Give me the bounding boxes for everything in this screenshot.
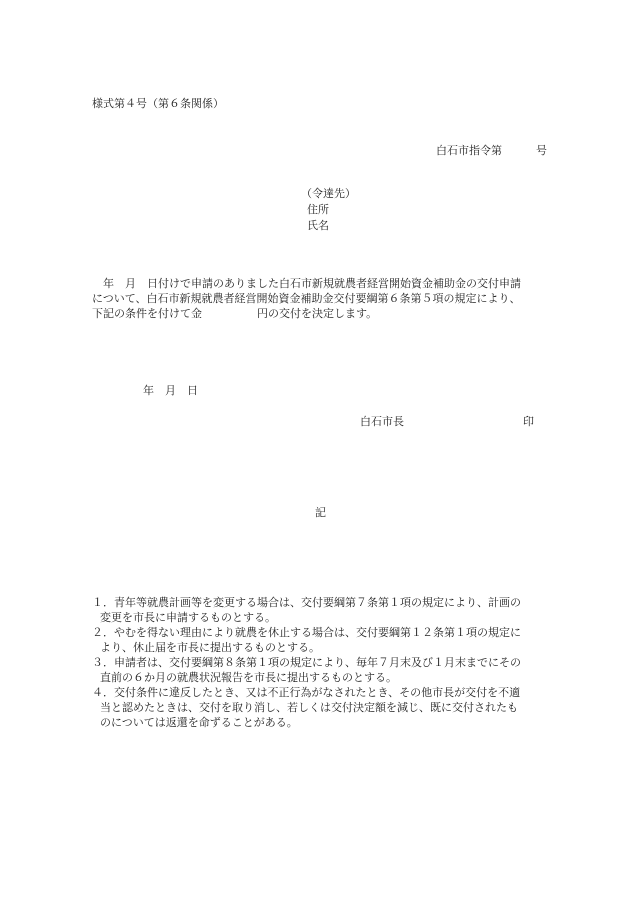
issuer-seal: 印 [523, 415, 534, 428]
body-line: 下記の条件を付けて金 円の交付を決定します。 [92, 307, 378, 320]
condition-line: のについては返還を命ずることがある。 [100, 716, 298, 729]
recipient-label: （令達先） [301, 187, 356, 200]
form-title: 様式第４号（第６条関係） [92, 97, 224, 110]
condition-line: ２．やむを得ない理由により就農を休止する場合は、交付要綱第１２条第１項の規定に [92, 626, 521, 639]
doc-number [436, 143, 547, 158]
body-line: 年 月 日付けで申請のありました白石市新規就農者経営開始資金補助金の交付申請 [92, 277, 521, 290]
condition-item [92, 625, 557, 655]
ki-heading: 記 [315, 506, 326, 519]
condition-line: 当と認めたときは、交付を取り消し、若しくは交付決定額を減じ、既に交付されたも [100, 701, 518, 714]
condition-line: 直前の６か月の就農状況報告を市長に提出するものとする。 [100, 671, 397, 684]
body-paragraph [92, 276, 552, 321]
conditions-list [92, 595, 557, 730]
date-line: 年 月 日 [143, 384, 198, 397]
condition-line: １．青年等就農計画等を変更する場合は、交付要綱第７条第１項の規定により、計画の [92, 596, 521, 609]
issuer-name: 白石市長 [360, 415, 404, 428]
condition-line: より、休止届を市長に提出するものとする。 [100, 641, 320, 654]
condition-item [92, 595, 557, 625]
doc-number-prefix: 白石市指令第 [436, 144, 502, 157]
condition-line: ３．申請者は、交付要綱第８条第１項の規定により、毎年７月末及び１月末までにその [92, 656, 521, 669]
doc-number-suffix: 号 [536, 144, 547, 157]
recipient-name-label: 氏名 [307, 219, 329, 232]
condition-line: ４．交付条件に違反したとき、又は不正行為がなされたとき、その他市長が交付を不適 [92, 686, 521, 699]
condition-line: 変更を市長に申請するものとする。 [100, 611, 276, 624]
condition-item [92, 685, 557, 730]
condition-item [92, 655, 557, 685]
recipient-address-label: 住所 [307, 203, 329, 216]
body-line: について、白石市新規就農者経営開始資金補助金交付要綱第６条第５項の規定により、 [92, 292, 521, 305]
